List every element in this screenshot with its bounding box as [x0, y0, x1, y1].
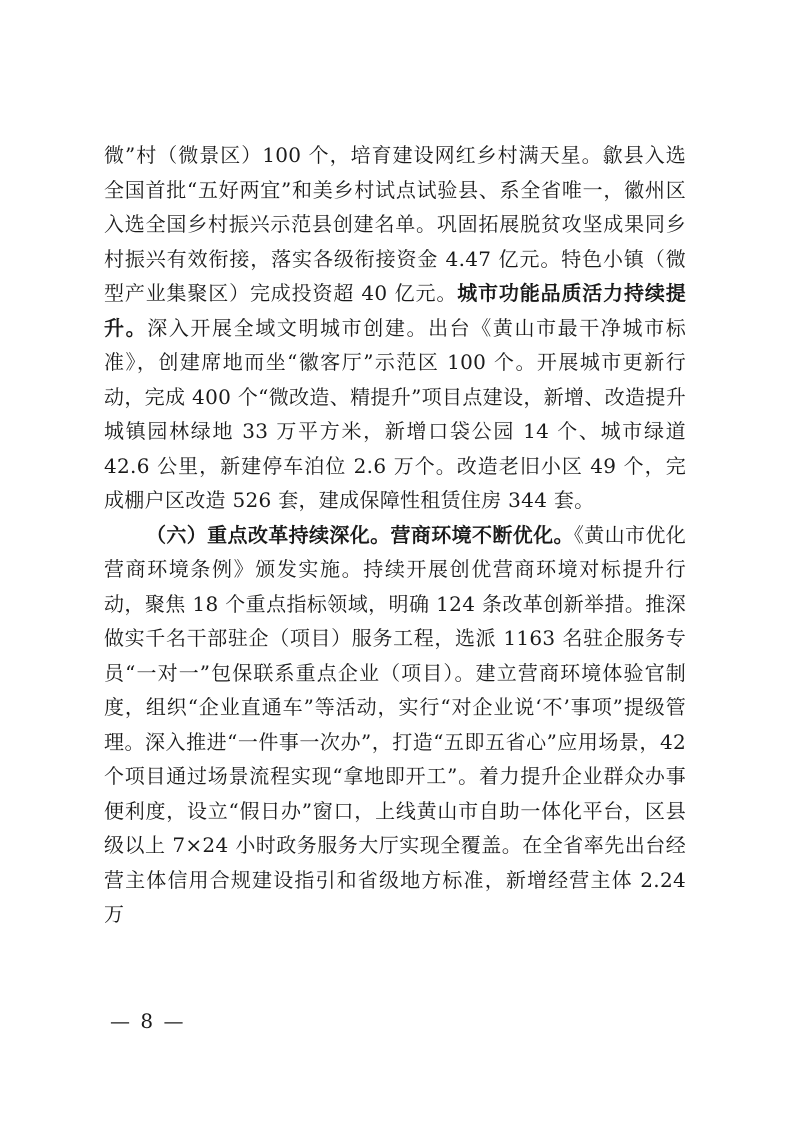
- paragraph-reform: [104, 518, 686, 932]
- bold-heading-urban: 城市功能品质活力持续提升。: [104, 281, 686, 340]
- paragraph-text: 微”村（微景区）100 个，培育建设网红乡村满天星。歙县入选全国首批“五好两宜”和美乡村试点试验县、系全省唯一，徽州区入选全国乡村振兴示范县创建名单。巩固拓展脱贫攻坚成果同乡村振兴有效衔接，落实各级衔接资金 4.47 亿元。特色小镇（微型产业集聚区）完成投资超 40 亿元。: [104, 143, 686, 305]
- paragraph-urban-quality: [104, 138, 686, 518]
- document-body: [104, 138, 686, 932]
- paragraph-text: 深入开展全域文明城市创建。出台《黄山市最干净城市标准》，创建席地而坐“徽客厅”示范区 100 个。开展城市更新行动，完成 400 个“微改造、精提升”项目点建设，新增、改造提升城镇园林绿地 33 万平方米，新增口袋公园 14 个、城市绿道 42.6 公里，新建停车泊位 2.6 万个。改造老旧小区 49 个，完成棚户区改造 526 套，建成保障性租赁住房 344 套。: [104, 315, 687, 512]
- page-number: — 8 —: [110, 1009, 186, 1033]
- paragraph-text: 《黄山市优化营商环境条例》颁发实施。持续开展创优营商环境对标提升行动，聚焦 18 个重点指标领域，明确 124 条改革创新举措。推深做实千名干部驻企（项目）服务工程，选派 1163 名驻企服务专员“一对一”包保联系重点企业（项目）。建立营商环境体验官制度，组织“企业直通车”等活动，实行“对企业说‘不’事项”提级管理。深入推进“一件事一次办”，打造“五即五省心”应用场景，42 个项目通过场景流程实现“拿地即开工”。着力提升企业群众办事便利度，设立“假日办”窗口，上线黄山市自助一体化平台，区县级以上 7×24 小时政务服务大厅实现全覆盖。在全省率先出台经营主体信用合规建设指引和省级地方标准，新增经营主体 2.24 万: [104, 522, 686, 926]
- section-heading-reform: （六）重点改革持续深化。营商环境不断优化。: [146, 522, 574, 547]
